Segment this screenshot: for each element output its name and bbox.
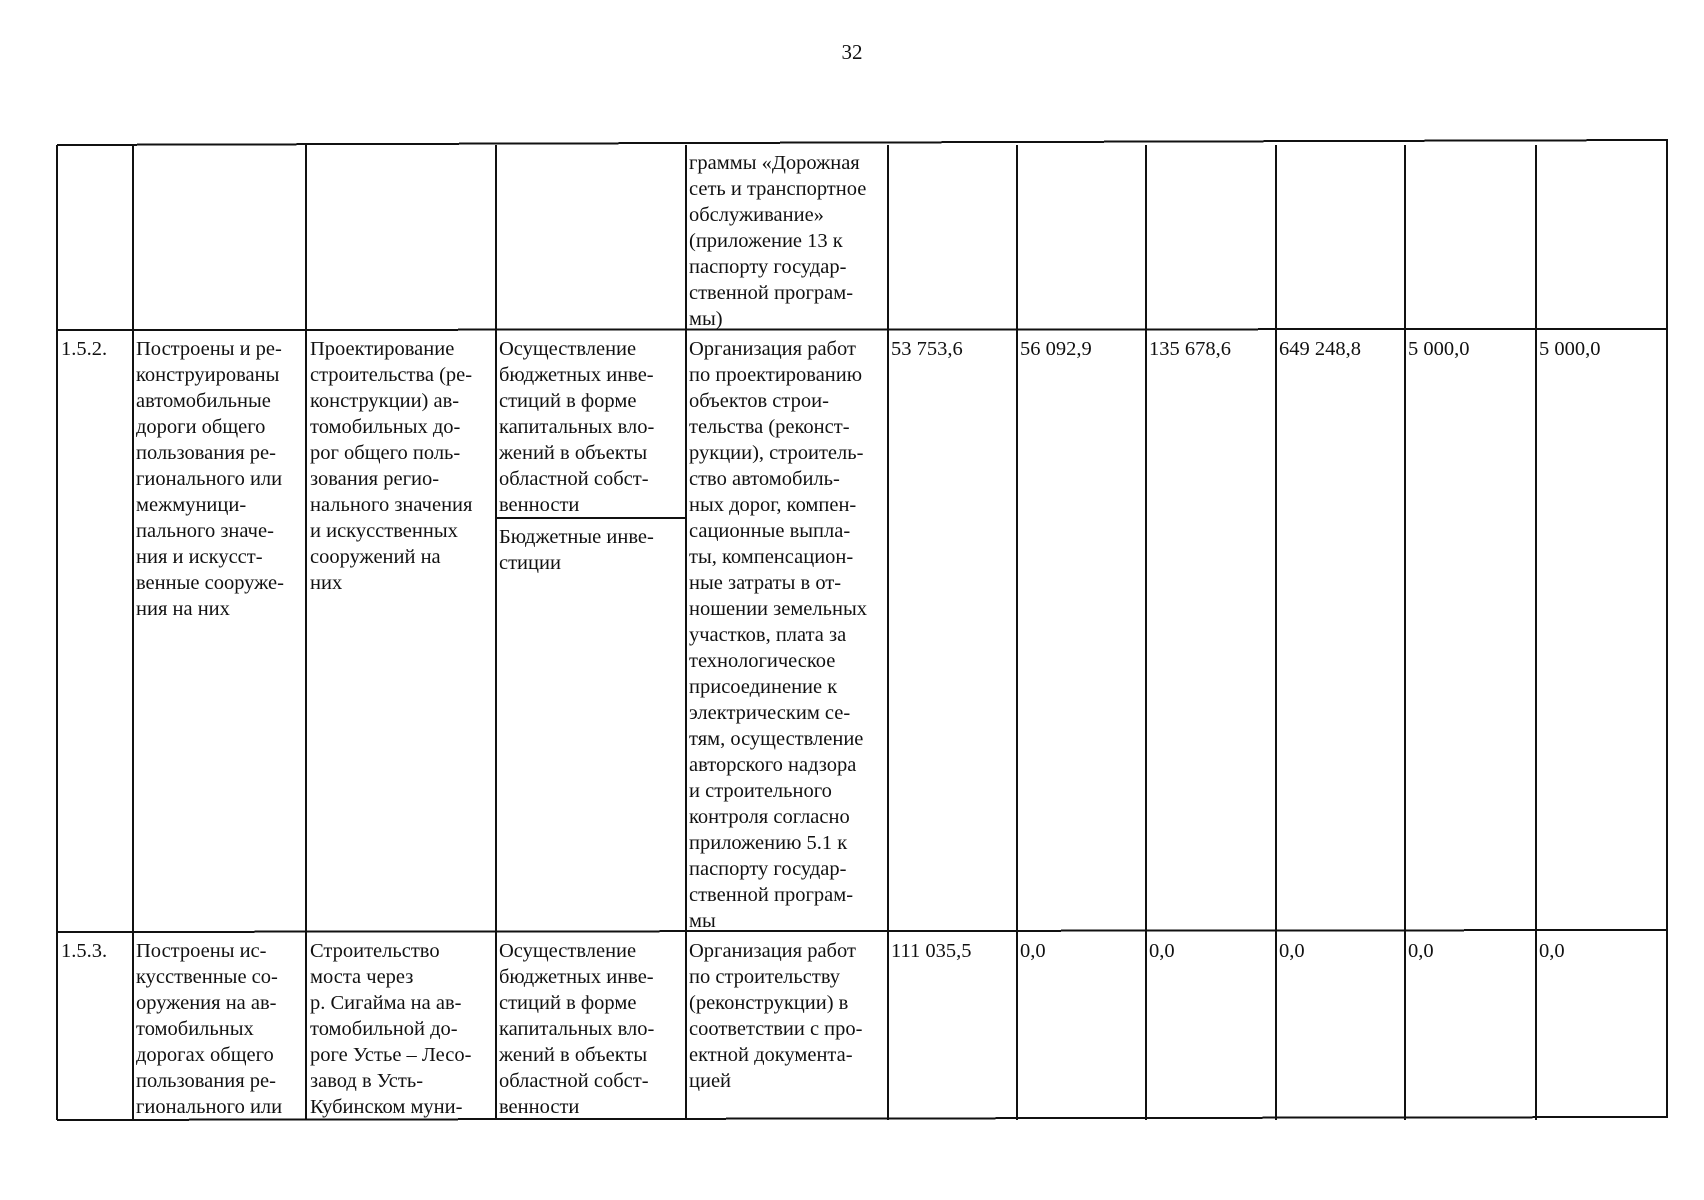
row2-result: Построены ис- кусственные со- оружения на ав- томобильных дорогах общего пользования ре- гионального или [136, 940, 283, 1118]
row1-value-1: 53 753,6 [891, 338, 963, 360]
row2-number: 1.5.3. [61, 940, 108, 962]
row1-value-4: 649 248,8 [1279, 338, 1361, 360]
row2-value-4: 0,0 [1279, 940, 1305, 962]
row2-type-a: Осуществление бюджетных инве- стиций в форме капитальных вло- жений в объекты областной собст- венности [499, 940, 655, 1118]
row1-type-b: Бюджетные инве- стиции [499, 526, 654, 574]
row1-measure: Проектирование строительства (ре- конструкции) ав- томобильных до- рог общего поль- зования регио- нального значения и искусственных сооружений на них [310, 338, 473, 594]
row2-measure: Строительство моста через р. Сигайма на ав- томобильной до- роге Устье – Лесо- завод в Усть- Кубинском муни- [310, 940, 472, 1118]
row1-result: Построены и ре- конструированы автомобильные дороги общего пользования ре- гионального или межмуници- пального значе- ния и искусст- венные сооруже- ния на них [136, 338, 284, 620]
row2-value-3: 0,0 [1149, 940, 1175, 962]
row2-value-1: 111 035,5 [891, 940, 972, 962]
page-number: 32 [841, 40, 863, 64]
row1-type-a: Осуществление бюджетных инве- стиций в форме капитальных вло- жений в объекты областной собст- венности [499, 338, 655, 516]
row1-value-6: 5 000,0 [1539, 338, 1601, 360]
row0-target-text: граммы «Дорожная сеть и транспортное обслуживание» (приложение 13 к паспорту государ- ственной програм- мы) [689, 152, 867, 330]
row2-value-2: 0,0 [1020, 940, 1046, 962]
row1-value-5: 5 000,0 [1408, 338, 1470, 360]
row1-target: Организация работ по проектированию объектов строи- тельства (реконст- рукции), строитель- ство автомобиль- ных дорог, компен- сационные выпла- ты, компенсацион- ные затраты в от- ношении земельных участков, плата за технологическое присоединение к электрическим се- тям, осуществление авторского надзора и строительного контроля согласно приложению 5.1 к паспорту государ- ственной програм- мы [689, 338, 867, 932]
row1-number: 1.5.2. [61, 338, 108, 360]
row2-value-6: 0,0 [1539, 940, 1565, 962]
row2-target: Организация работ по строительству (реконструкции) в соответствии с про- ектной документа- цией [689, 940, 863, 1092]
row2-value-5: 0,0 [1408, 940, 1434, 962]
row1-value-2: 56 092,9 [1020, 338, 1092, 360]
row1-value-3: 135 678,6 [1149, 338, 1231, 360]
